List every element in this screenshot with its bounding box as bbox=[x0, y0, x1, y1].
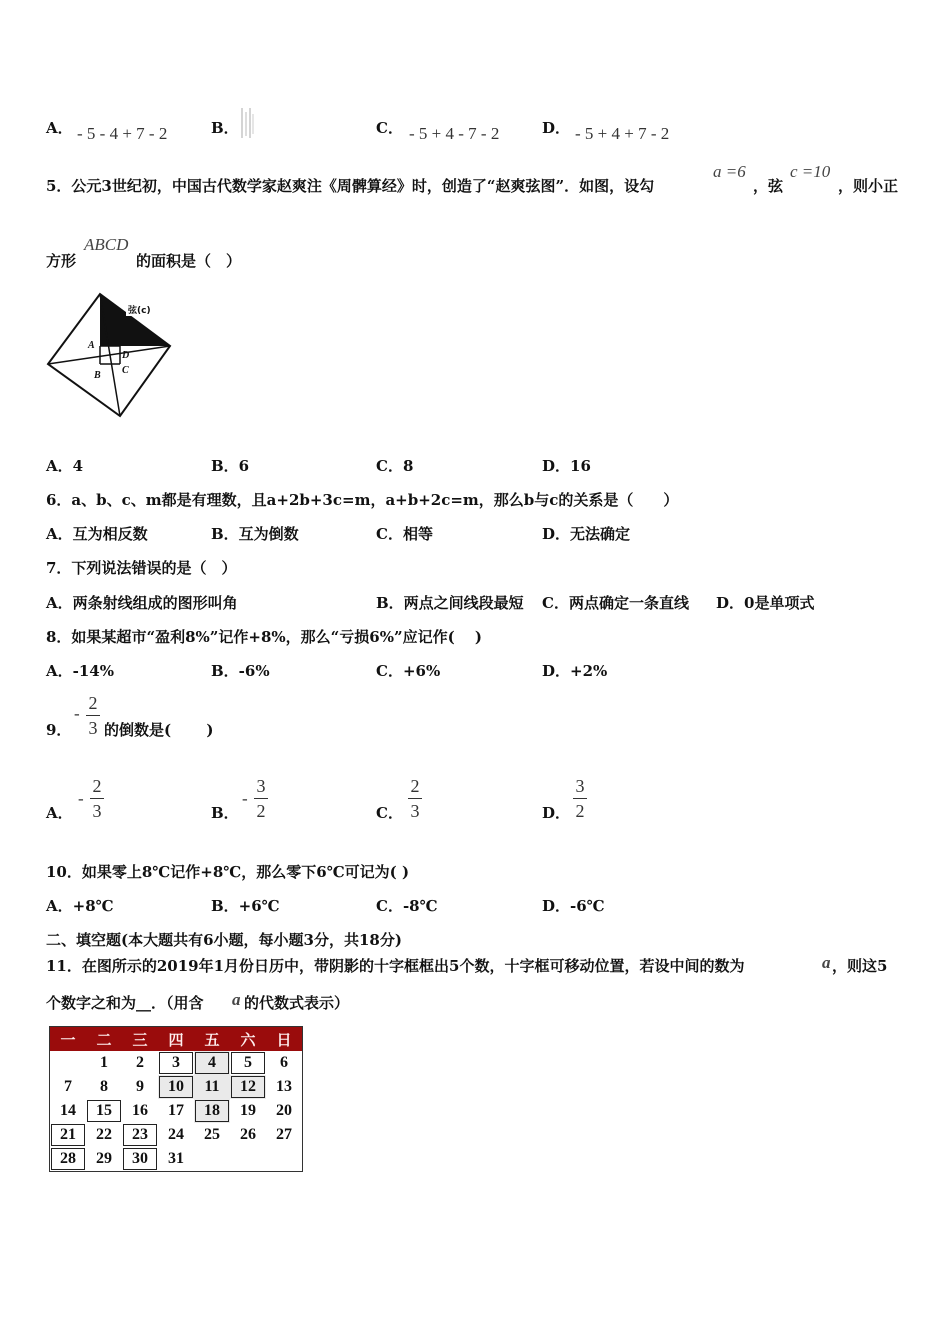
q9-option-a-numerator: 2 bbox=[92, 776, 102, 796]
q6-option-b: B．互为倒数 bbox=[211, 525, 299, 543]
q7-option-c: C．两点确定一条直线 bbox=[542, 594, 689, 612]
q4-option-d-label: D． bbox=[542, 119, 571, 137]
calendar-cell: 9 bbox=[136, 1078, 144, 1095]
q9-option-d-label: D． bbox=[542, 804, 571, 822]
calendar-week-4 bbox=[50, 1123, 302, 1147]
calendar-cell: 3 bbox=[158, 1051, 194, 1075]
q8-option-b: B．-6% bbox=[211, 662, 270, 680]
q4-option-c-expr: - 5 + 4 - 7 - 2 bbox=[409, 124, 500, 143]
calendar-cell: 1 bbox=[100, 1054, 108, 1071]
calendar-cell: 28 bbox=[50, 1147, 86, 1171]
q8-option-c: C．+6% bbox=[376, 662, 441, 680]
calendar-week-5 bbox=[50, 1147, 302, 1171]
calendar-cell: 23 bbox=[122, 1123, 158, 1147]
weekday-tue: 二 bbox=[86, 1027, 122, 1051]
calendar-jan-2019 bbox=[49, 1026, 303, 1172]
q11-line-2a: 个数字之和为__．（用含 bbox=[46, 994, 204, 1012]
q9-fraction bbox=[86, 692, 100, 739]
calendar-header-row bbox=[50, 1027, 302, 1051]
calendar-cell: 15 bbox=[86, 1099, 122, 1123]
q9-option-a-denominator: 3 bbox=[92, 801, 102, 821]
calendar-cell: 13 bbox=[276, 1078, 292, 1095]
weekday-sun: 日 bbox=[266, 1027, 302, 1051]
q5-text-1: 5．公元3世纪初，中国古代数学家赵爽注《周髀算经》时，创造了“赵爽弦图”．如图，设勾 bbox=[46, 177, 655, 195]
section-2-heading: 二、填空题(本大题共有6小题，每小题3分，共18分) bbox=[46, 931, 402, 949]
q9-option-b-label: B． bbox=[211, 804, 239, 822]
q9-option-d-denominator: 2 bbox=[575, 801, 585, 821]
label-B: B bbox=[94, 370, 101, 381]
q6-option-c: C．相等 bbox=[376, 525, 433, 543]
q5-text-5: 的面积是（ ） bbox=[136, 252, 242, 270]
weekday-mon: 一 bbox=[50, 1027, 86, 1051]
q4-option-b-image bbox=[238, 106, 256, 140]
weekday-sat: 六 bbox=[230, 1027, 266, 1051]
q9-option-d-numerator: 3 bbox=[575, 776, 585, 796]
calendar-cell: 31 bbox=[168, 1150, 184, 1167]
calendar-table bbox=[50, 1027, 302, 1171]
q4-option-a-label: A． bbox=[46, 119, 73, 137]
q8-option-a: A．-14% bbox=[46, 662, 114, 680]
weekday-wed: 三 bbox=[122, 1027, 158, 1051]
q6-stem: 6．a、b、c、m都是有理数，且a+2b+3c=m，a+b+2c=m，那么b与c的关系是（ ） bbox=[46, 491, 679, 509]
calendar-cell: 5 bbox=[230, 1051, 266, 1075]
calendar-cell: 18 bbox=[194, 1099, 230, 1123]
q9-denominator: 3 bbox=[88, 718, 98, 738]
q4-option-a-expr: - 5 - 4 + 7 - 2 bbox=[77, 124, 168, 143]
q5-math-c: c =10 bbox=[790, 162, 831, 181]
q5-text-4: 方形 bbox=[46, 252, 77, 270]
calendar-cell: 21 bbox=[50, 1123, 86, 1147]
calendar-cell bbox=[50, 1051, 86, 1075]
q10-option-c: C．-8℃ bbox=[376, 897, 438, 915]
label-A: A bbox=[88, 340, 95, 351]
q11-var-a-2: a bbox=[232, 990, 241, 1009]
calendar-cell bbox=[230, 1147, 266, 1171]
calendar-cell: 19 bbox=[240, 1102, 256, 1119]
q8-option-d: D．+2% bbox=[542, 662, 608, 680]
q5-option-c: C．8 bbox=[376, 457, 414, 475]
q10-option-a: A．+8℃ bbox=[46, 897, 114, 915]
q9-option-a-minus: - bbox=[78, 789, 84, 808]
calendar-cell: 29 bbox=[96, 1150, 112, 1167]
q4-option-c-label: C． bbox=[376, 119, 403, 137]
q9-option-d-fraction bbox=[573, 775, 587, 822]
q11-line-1a: 11．在图所示的2019年1月份日历中，带阴影的十字框框出5个数，十字框可移动位置，若设中间的数为 bbox=[46, 957, 745, 975]
q7-option-b: B．两点之间线段最短 bbox=[376, 594, 524, 612]
calendar-cell: 2 bbox=[136, 1054, 144, 1071]
q9-minus: - bbox=[74, 704, 80, 723]
calendar-cell: 16 bbox=[132, 1102, 148, 1119]
q6-option-d: D．无法确定 bbox=[542, 525, 631, 543]
q9-option-b-numerator: 3 bbox=[256, 776, 266, 796]
calendar-week-3 bbox=[50, 1099, 302, 1123]
q10-option-b: B．+6℃ bbox=[211, 897, 280, 915]
calendar-cell: 26 bbox=[240, 1126, 256, 1143]
calendar-cell: 25 bbox=[204, 1126, 220, 1143]
q9-option-b-fraction bbox=[254, 775, 268, 822]
q6-option-a: A．互为相反数 bbox=[46, 525, 148, 543]
calendar-cell: 6 bbox=[280, 1054, 288, 1071]
q8-stem: 8．如果某超市“盈利8%”记作+8%，那么“亏损6%”应记作( ) bbox=[46, 628, 483, 646]
label-C: C bbox=[122, 365, 129, 376]
q11-line-2b: 的代数式表示） bbox=[244, 994, 350, 1012]
q11-line-1b: ，则这5 bbox=[832, 957, 888, 975]
q5-text-3: ，则小正 bbox=[838, 177, 899, 195]
q9-option-c-denominator: 3 bbox=[410, 801, 420, 821]
calendar-cell: 10 bbox=[158, 1075, 194, 1099]
q5-text-2: ，弦 bbox=[753, 177, 784, 195]
q9-number: 9． bbox=[46, 721, 72, 739]
calendar-cell: 14 bbox=[60, 1102, 76, 1119]
q9-option-c-label: C． bbox=[376, 804, 403, 822]
calendar-week-2 bbox=[50, 1075, 302, 1099]
calendar-cell: 8 bbox=[100, 1078, 108, 1095]
calendar-cell: 24 bbox=[168, 1126, 184, 1143]
label-D: D bbox=[122, 350, 130, 361]
q9-option-b-denominator: 2 bbox=[256, 801, 266, 821]
q9-numerator: 2 bbox=[88, 693, 98, 713]
q7-option-d: D．0是单项式 bbox=[716, 594, 815, 612]
calendar-cell: 11 bbox=[194, 1075, 230, 1099]
q5-math-a: a =6 bbox=[713, 162, 746, 181]
calendar-cell: 30 bbox=[122, 1147, 158, 1171]
calendar-cell: 17 bbox=[168, 1102, 184, 1119]
q9-option-a-label: A． bbox=[46, 804, 73, 822]
zhao-shuang-diagram bbox=[44, 290, 176, 420]
q10-option-d: D．-6℃ bbox=[542, 897, 605, 915]
calendar-cell: 22 bbox=[96, 1126, 112, 1143]
q10-stem: 10．如果零上8℃记作+8℃，那么零下6℃可记为( ) bbox=[46, 863, 410, 881]
calendar-cell: 12 bbox=[230, 1075, 266, 1099]
q5-option-d: D．16 bbox=[542, 457, 591, 475]
calendar-week-1 bbox=[50, 1051, 302, 1075]
q9-option-c-fraction bbox=[408, 775, 422, 822]
calendar-cell: 27 bbox=[276, 1126, 292, 1143]
q5-math-abcd: ABCD bbox=[84, 235, 129, 254]
q7-option-a: A．两条射线组成的图形叫角 bbox=[46, 594, 238, 612]
q4-option-d-expr: - 5 + 4 + 7 - 2 bbox=[575, 124, 670, 143]
q9-text: 的倒数是( ) bbox=[104, 721, 214, 739]
calendar-cell: 4 bbox=[194, 1051, 230, 1075]
q9-option-b-minus: - bbox=[242, 789, 248, 808]
q9-option-c-numerator: 2 bbox=[410, 776, 420, 796]
calendar-cell: 20 bbox=[276, 1102, 292, 1119]
q9-option-a-fraction bbox=[90, 775, 104, 822]
q11-var-a: a bbox=[822, 953, 831, 972]
q5-option-a: A．4 bbox=[46, 457, 84, 475]
calendar-cell bbox=[194, 1147, 230, 1171]
q4-option-b-label: B． bbox=[211, 119, 239, 137]
q5-option-b: B．6 bbox=[211, 457, 250, 475]
calendar-cell bbox=[266, 1147, 302, 1171]
q7-stem: 7．下列说法错误的是（ ） bbox=[46, 559, 237, 577]
calendar-cell: 7 bbox=[64, 1078, 72, 1095]
weekday-fri: 五 bbox=[194, 1027, 230, 1051]
weekday-thu: 四 bbox=[158, 1027, 194, 1051]
label-hypotenuse: 弦(c) bbox=[128, 306, 151, 316]
